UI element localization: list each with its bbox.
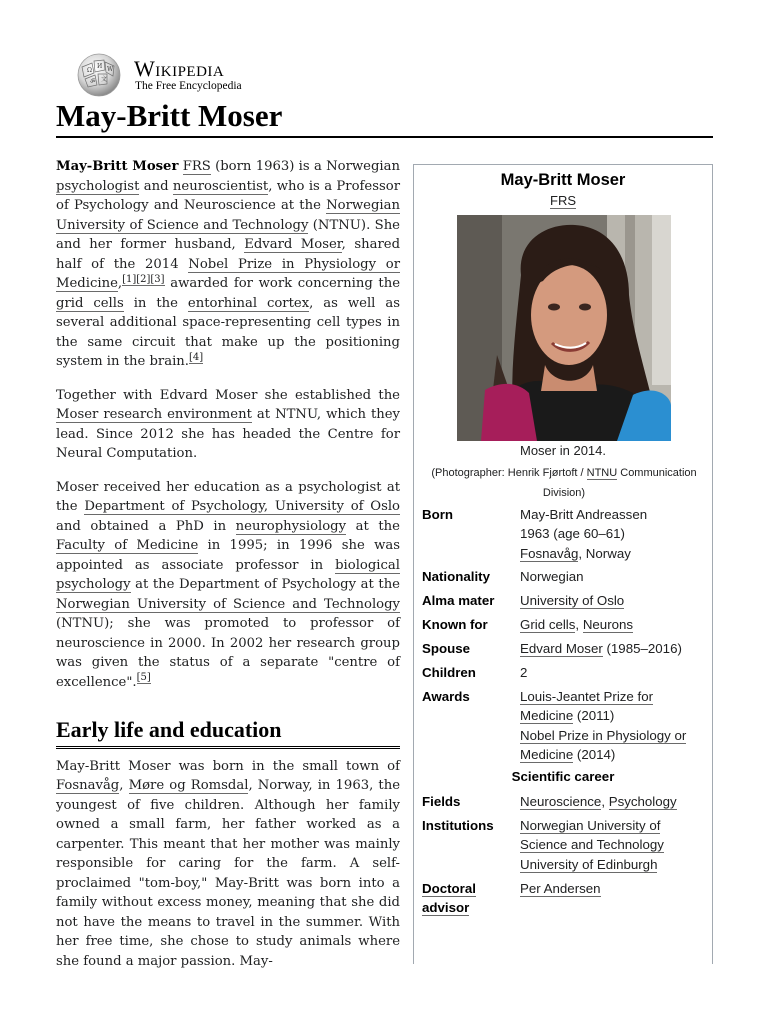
value-awards [520, 687, 706, 765]
link-edvard-moser[interactable]: Edvard Moser [244, 237, 342, 252]
citation-refs-1-3[interactable]: [1][2][3] [122, 273, 165, 285]
link-faculty-of-medicine[interactable]: Faculty of Medicine [56, 538, 199, 553]
value-spouse [520, 639, 706, 658]
link-biological-psychology[interactable]: biological psychology [56, 557, 400, 592]
early-life-paragraph [56, 757, 400, 972]
article-body [56, 157, 400, 985]
wikipedia-wordmark: Wikipedia [134, 56, 225, 81]
label-institutions: Institutions [422, 818, 494, 833]
svg-text:ॐ: ॐ [90, 78, 96, 85]
link-moser-research-environment[interactable]: Moser research environment [56, 407, 252, 422]
text: and obtained a PhD in [56, 518, 236, 534]
link-fosnavag-infobox[interactable]: Fosnavåg [520, 545, 579, 561]
value-born [520, 505, 706, 563]
text: (2011) [573, 708, 615, 724]
link-edvard-moser-infobox[interactable]: Edvard Moser [520, 641, 603, 656]
link-nobel-prize[interactable]: Nobel Prize in Physiology or Medicine [56, 256, 400, 291]
text: and [139, 178, 173, 194]
link-ntnu-infobox[interactable]: Norwegian University of Science and Technology [520, 818, 664, 853]
text: May-Britt Moser was born in the small town of [56, 758, 400, 774]
svg-text:Ω: Ω [87, 67, 92, 74]
award-item [520, 687, 706, 726]
wikipedia-tagline: The Free Encyclopedia [135, 80, 242, 92]
label-children: Children [422, 665, 476, 680]
infobox-row-doctoral-advisor [422, 879, 708, 919]
section-heading-early-life: Early life and education [56, 720, 400, 749]
label-awards: Awards [422, 689, 470, 704]
text: , [119, 778, 129, 793]
text: , Norway [578, 545, 631, 561]
link-doctoral-advisor[interactable]: Doctoral advisor [422, 881, 476, 916]
text: , [575, 617, 583, 632]
value-fields [520, 792, 706, 811]
text: (born 1963) is a Norwegian [210, 159, 400, 174]
citation-ref-5[interactable]: [5] [136, 672, 151, 684]
photo-caption: Moser in 2014. [520, 443, 606, 458]
link-more-og-romsdal[interactable]: Møre og Romsdal [128, 778, 249, 793]
research-paragraph [56, 386, 400, 464]
birth-place [520, 544, 706, 563]
label-doctoral-advisor [422, 879, 512, 918]
intro-paragraph [56, 157, 400, 372]
infobox-frs [414, 193, 712, 208]
link-fosnavag[interactable]: Fosnavåg [56, 778, 120, 793]
link-ntnu-credit[interactable]: NTNU [586, 467, 618, 479]
text: (NTNU); she was promoted to professor of neuroscience in 2000. In 2002 her research group was given the status of a separate "centre of excellence". [56, 616, 400, 690]
link-ntnu-2[interactable]: Norwegian University of Science and Technology [56, 596, 400, 612]
text: ) [581, 487, 586, 499]
link-university-of-edinburgh[interactable]: University of Edinburgh [520, 856, 658, 872]
birth-name: May-Britt Andreassen [520, 507, 648, 522]
infobox-title: May-Britt Moser [500, 171, 626, 189]
text: , who is a Professor of Psychology and Neuroscience at the [56, 178, 400, 213]
link-psychology[interactable]: Psychology [608, 794, 677, 809]
label-born: Born [422, 507, 454, 522]
link-louis-jeantet-prize[interactable]: Louis-Jeantet Prize for Medicine [520, 689, 654, 724]
text: at the Department of Psychology at the [130, 577, 400, 592]
link-university-of-oslo[interactable]: University of Oslo [520, 593, 625, 608]
text: awarded for work concerning the [164, 276, 400, 291]
svg-text:И: И [97, 63, 103, 70]
page-title: May-Britt Moser [56, 98, 283, 133]
link-grid-cells[interactable]: grid cells [56, 295, 124, 311]
link-frs-infobox[interactable]: FRS [550, 193, 576, 208]
text: Communication Division [542, 467, 697, 499]
value-children: 2 [520, 665, 528, 680]
text: at NTNU, which they lead. Since 2012 she has headed the Centre for Neural Computation. [56, 407, 401, 461]
link-psychologist[interactable]: psychologist [56, 178, 140, 194]
label-spouse: Spouse [422, 641, 471, 656]
link-grid-cells-infobox[interactable]: Grid cells [520, 617, 576, 632]
link-entorhinal-cortex[interactable]: entorhinal cortex [187, 295, 310, 311]
award-item [520, 726, 706, 765]
value-nationality: Norwegian [520, 569, 584, 584]
text: , Norway, in 1963, the youngest of five children. Although her family owned a small farm, her father worked as a carpenter. This meant that her mother was mainly responsible for caring for the farm. A self-proclaimed "tom-boy," May-Britt was born into a family without excess money, meaning that she did not have the means to travel in the summer. With her free time, she chose to study animals where she found a major passion. May- [56, 778, 401, 969]
infobox [413, 164, 713, 964]
link-neurophysiology[interactable]: neurophysiology [235, 518, 347, 534]
text: , [601, 794, 609, 809]
link-neurons[interactable]: Neurons [582, 617, 634, 632]
text: in 1995; in 1996 she was appointed as associate professor in [56, 538, 400, 573]
label-alma-mater: Alma mater [422, 593, 495, 608]
photo-credit [422, 463, 706, 503]
link-frs[interactable]: FRS [182, 159, 211, 174]
value-alma-mater [520, 591, 706, 610]
text: , shared half of the 2014 [56, 237, 401, 272]
citation-ref-4[interactable]: [4] [189, 351, 204, 363]
svg-text:文: 文 [101, 76, 108, 83]
portrait-photo[interactable] [457, 215, 671, 441]
text: (2014) [573, 747, 616, 763]
label-fields: Fields [422, 794, 461, 809]
title-divider [56, 136, 713, 138]
text: , as well as several additional space-representing cell types in the same circuit that make up the positioning system in the brain. [56, 295, 400, 369]
link-neuroscience[interactable]: Neuroscience [520, 794, 602, 809]
label-known-for: Known for [422, 617, 488, 632]
label-nationality: Nationality [422, 569, 490, 584]
value-institutions [520, 816, 706, 874]
value-known-for [520, 615, 706, 634]
text: Photographer: Henrik Fjørtoft / [435, 467, 587, 479]
text: in the [123, 295, 188, 311]
link-ntnu[interactable]: Norwegian University of Science and Technology [56, 198, 400, 233]
link-department-psychology-oslo[interactable]: Department of Psychology, University of Oslo [84, 499, 400, 514]
institution-item [520, 816, 706, 855]
text: (NTNU). She and her former husband, [56, 217, 400, 252]
link-neuroscientist[interactable]: neuroscientist [172, 178, 269, 194]
text: ( [431, 467, 435, 479]
infobox-section-scientific-career: Scientific career [511, 769, 615, 784]
infobox-row-institutions [422, 816, 708, 876]
text: , [117, 276, 123, 291]
subject-name: May-Britt Moser [56, 159, 179, 174]
text: Moser received her education as a psychologist at the [56, 479, 400, 514]
svg-text:W: W [107, 66, 114, 73]
institution-item [520, 855, 706, 874]
birth-date: 1963 (age 60–61) [520, 526, 625, 542]
text: at the [346, 518, 400, 534]
education-paragraph [56, 478, 400, 693]
infobox-row-awards [422, 687, 708, 767]
infobox-row-born [422, 505, 708, 565]
value-doctoral-advisor [520, 879, 706, 898]
text: (1985–2016) [602, 641, 682, 656]
link-per-andersen[interactable]: Per Andersen [520, 881, 601, 896]
link-nobel-prize-infobox[interactable]: Nobel Prize in Physiology or Medicine [520, 727, 687, 763]
text: Together with Edvard Moser she established the [56, 387, 400, 403]
wikipedia-globe-icon [74, 53, 124, 97]
